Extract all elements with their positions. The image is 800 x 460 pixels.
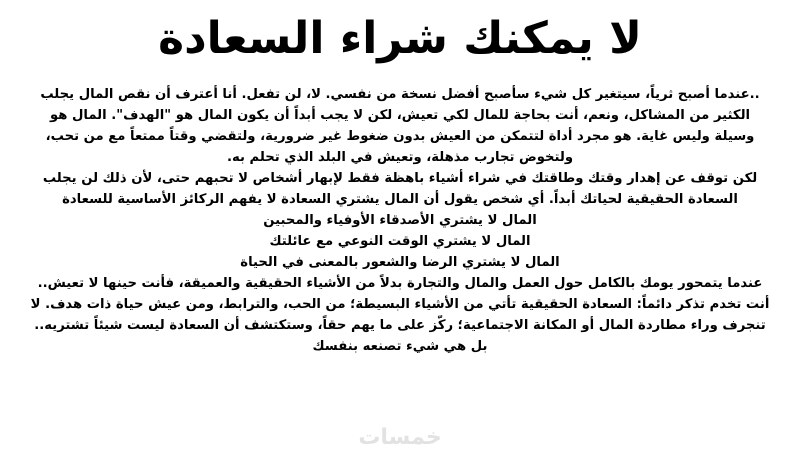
line-friends: المال لا يشتري الأصدقاء الأوفياء والمحبين — [263, 213, 537, 228]
paragraph-stop-wasting: لكن توقف عن إهدار وقتك وطاقتك في شراء أشياء باهظة فقط لإبهار أشخاص لا تحبهم حتى، لأن ذلك لن يجلب السعادة الحقيقية لحياتك أبداً. أي شخص يقول أن المال يشتري السعادة لا يفهم الركائز الأساسية للسعادة — [42, 171, 758, 207]
paragraph-conclusion: عندما يتمحور يومك بالكامل حول العمل والمال والتجارة بدلاً من الأشياء الحقيقية والعميقة، فأنت حينها لا تعيش.. أنت تخدم تذكر دائماً: السعادة الحقيقية تأتي من الأشياء البسيطة؛ من الحب، والترابط، ومن عيش حياة ذات هدف. لا تنجرف وراء مطاردة المال أو المكانة الاجتماعية؛ ركّز على ما يهم حقاً، وستكتشف أن السعادة ليست شيئاً تشتريه.. بل هي شيء تصنعه بنفسك — [30, 276, 770, 354]
page-title: لا يمكنك شراء السعادة — [158, 13, 642, 64]
article-body — [28, 84, 772, 357]
watermark-logo: خمسات — [358, 425, 442, 450]
paragraph-intro: ..عندما أصبح ثرياً، سيتغير كل شيء سأصبح أفضل نسخة من نفسي. لا، لن تفعل. أنا أعترف أن نقص المال يجلب الكثير من المشاكل، ونعم، أنت بحاجة للمال لكي تعيش، لكن لا يجب أبداً أن يكون المال هو "الهدف". المال هو وسيلة وليس غاية. هو مجرد أداة لتتمكن من العيش بدون ضغوط غير ضرورية، ولتقضي وقتاً ممتعاً مع من تحب، ولتخوض تجارب مذهلة، وتعيش في البلد الذي تحلم به. — [40, 87, 760, 165]
line-meaning: المال لا يشتري الرضا والشعور بالمعنى في الحياة — [240, 255, 560, 270]
line-family-time: المال لا يشتري الوقت النوعي مع عائلتك — [269, 234, 531, 249]
